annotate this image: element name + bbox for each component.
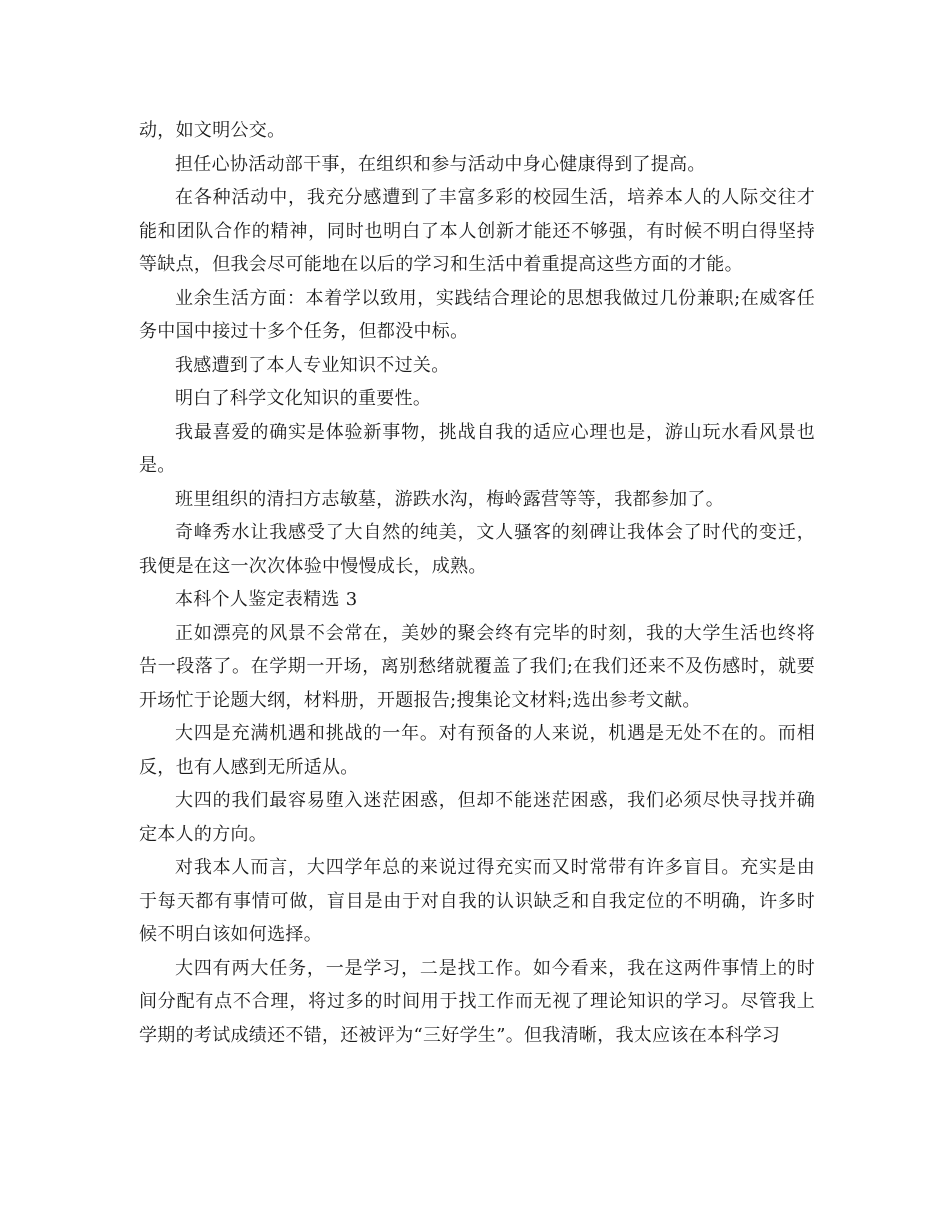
paragraph: 业余生活方面：本着学以致用，实践结合理论的思想我做过几份兼职;在威客任务中国中接过十多个任务，但都没中标。 <box>139 287 815 342</box>
paragraph: 在各种活动中，我充分感遭到了丰富多彩的校园生活，培养本人的人际交往才能和团队合作的精神，同时也明白了本人创新才能还不够强，有时候不明白得坚持等缺点，但我会尽可能地在以后的学习和生活中着重提高这些方面的才能。 <box>139 187 815 275</box>
paragraph: 班里组织的清扫方志敏墓，游跌水沟，梅岭露营等等，我都参加了。 <box>175 488 724 510</box>
paragraph: 正如漂亮的风景不会常在，美妙的聚会终有完毕的时刻，我的大学生活也终将告一段落了。在学期一开场，离别愁绪就覆盖了我们;在我们还来不及伤感时，就要开场忙于论题大纲，材料册，开题报告;搜集论文材料;选出参考文献。 <box>139 622 815 711</box>
paragraph: 大四有两大任务，一是学习，二是找工作。如今看来，我在这两件事情上的时间分配有点不合理，将过多的时间用于找工作而无视了理论知识的学习。尽管我上学期的考试成绩还不错，还被评为“三好学生”。但我清晰，我太应该在本科学习 <box>139 957 815 1046</box>
paragraph: 明白了科学文化知识的重要性。 <box>175 388 432 409</box>
paragraph: 动，如文明公交。 <box>139 120 286 141</box>
paragraph: 对我本人而言，大四学年总的来说过得充实而又时常带有许多盲目。充实是由于每天都有事情可做，盲目是由于对自我的认识缺乏和自我定位的不明确，许多时候不明白该如何选择。 <box>139 857 815 945</box>
paragraph: 我感遭到了本人专业知识不过关。 <box>175 354 450 376</box>
section-heading: 本科个人鉴定表精选 3 <box>175 589 358 610</box>
paragraph: 大四是充满机遇和挑战的一年。对有预备的人来说，机遇是无处不在的。而相反，也有人感到无所适从。 <box>139 723 815 778</box>
paragraph: 担任心协活动部干事，在组织和参与活动中身心健康得到了提高。 <box>175 153 706 175</box>
paragraph: 我最喜爱的确实是体验新事物，挑战自我的适应心理也是，游山玩水看风景也是。 <box>139 421 815 476</box>
paragraph: 大四的我们最容易堕入迷茫困惑，但却不能迷茫困惑，我们必须尽快寻找并确定本人的方向。 <box>139 790 815 845</box>
document-body <box>139 114 815 1052</box>
paragraph: 奇峰秀水让我感受了大自然的纯美，文人骚客的刻碑让我体会了时代的变迁，我便是在这一次次体验中慢慢成长，成熟。 <box>139 522 815 577</box>
